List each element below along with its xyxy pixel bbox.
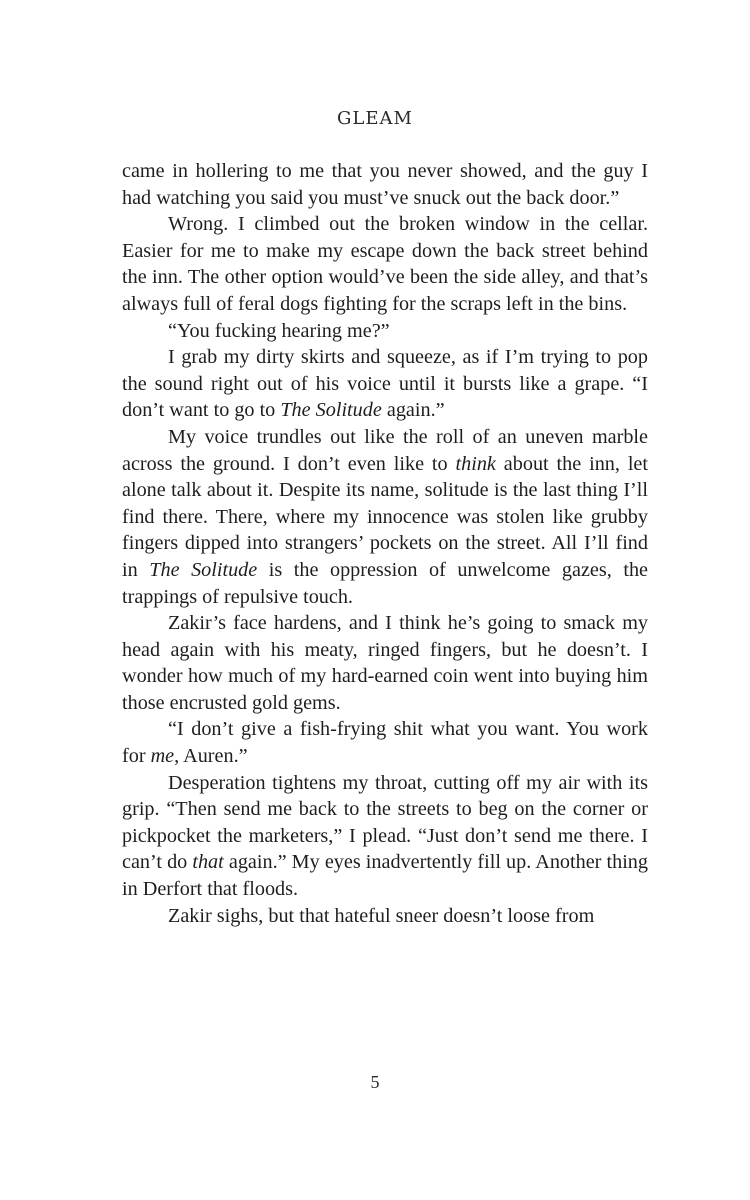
italic-title: The Solitude xyxy=(149,558,258,581)
text-span: Zakir sighs, but that hateful sneer doesn’t loose from xyxy=(168,904,595,927)
paragraph xyxy=(122,770,648,903)
page-number: 5 xyxy=(370,1072,380,1092)
paragraph xyxy=(122,716,648,769)
paragraph xyxy=(122,158,648,211)
paragraph xyxy=(122,344,648,424)
text-span: again.” xyxy=(381,399,445,422)
text-span: about the inn, let alone talk about it. Despite its name, solitude is the last thing I’ll find there. There, where my innocence was stolen like grubby fingers dipped into strangers’ pockets on the street. All I’ll find in xyxy=(122,452,648,581)
italic-title: The Solitude xyxy=(280,399,382,422)
paragraph xyxy=(122,211,648,317)
text-span: Wrong. I climbed out the broken window in the cellar. Easier for me to make my escape down the back street behind the inn. The other option would’ve been the side alley, and that’s always full of feral dogs fighting for the scraps left in the bins. xyxy=(122,213,648,315)
text-span: I grab my dirty skirts and squeeze, as if I’m trying to pop the sound right out of his voice until it bursts like a grape. “I don’t want to go to xyxy=(122,346,648,422)
body-text xyxy=(122,158,648,929)
italic-emphasis: that xyxy=(192,851,224,874)
text-span: Zakir’s face hardens, and I think he’s going to smack my head again with his meaty, ringed fingers, but he doesn’t. I wonder how much of my hard-earned coin went into buying him those encrusted gold gems. xyxy=(122,612,648,714)
text-span: is the oppression of unwelcome gazes, the trappings of repulsive touch. xyxy=(122,558,648,608)
text-span: Desperation tightens my throat, cutting off my air with its grip. “Then send me back to the streets to beg on the corner or pickpocket the marketers,” I plead. “Just don’t send me there. I can’t do xyxy=(122,771,648,874)
text-span: My voice trundles out like the roll of an uneven marble across the ground. I don’t even like to xyxy=(122,425,648,475)
paragraph xyxy=(122,424,648,610)
italic-emphasis: think xyxy=(455,452,496,475)
paragraph xyxy=(122,610,648,716)
running-header: GLEAM xyxy=(337,108,413,129)
text-span: , Auren.” xyxy=(174,745,248,768)
text-span: “You fucking hearing me?” xyxy=(168,319,390,342)
paragraph xyxy=(122,903,648,930)
text-span: “I don’t give a fish-frying shit what you want. You work for xyxy=(122,718,648,768)
text-span: came in hollering to me that you never showed, and the guy I had watching you said you must’ve snuck out the back door.” xyxy=(122,160,648,209)
italic-emphasis: me xyxy=(150,745,175,768)
text-span: again.” My eyes inadvertently fill up. Another thing in Derfort that floods. xyxy=(122,851,648,901)
paragraph xyxy=(122,318,648,345)
